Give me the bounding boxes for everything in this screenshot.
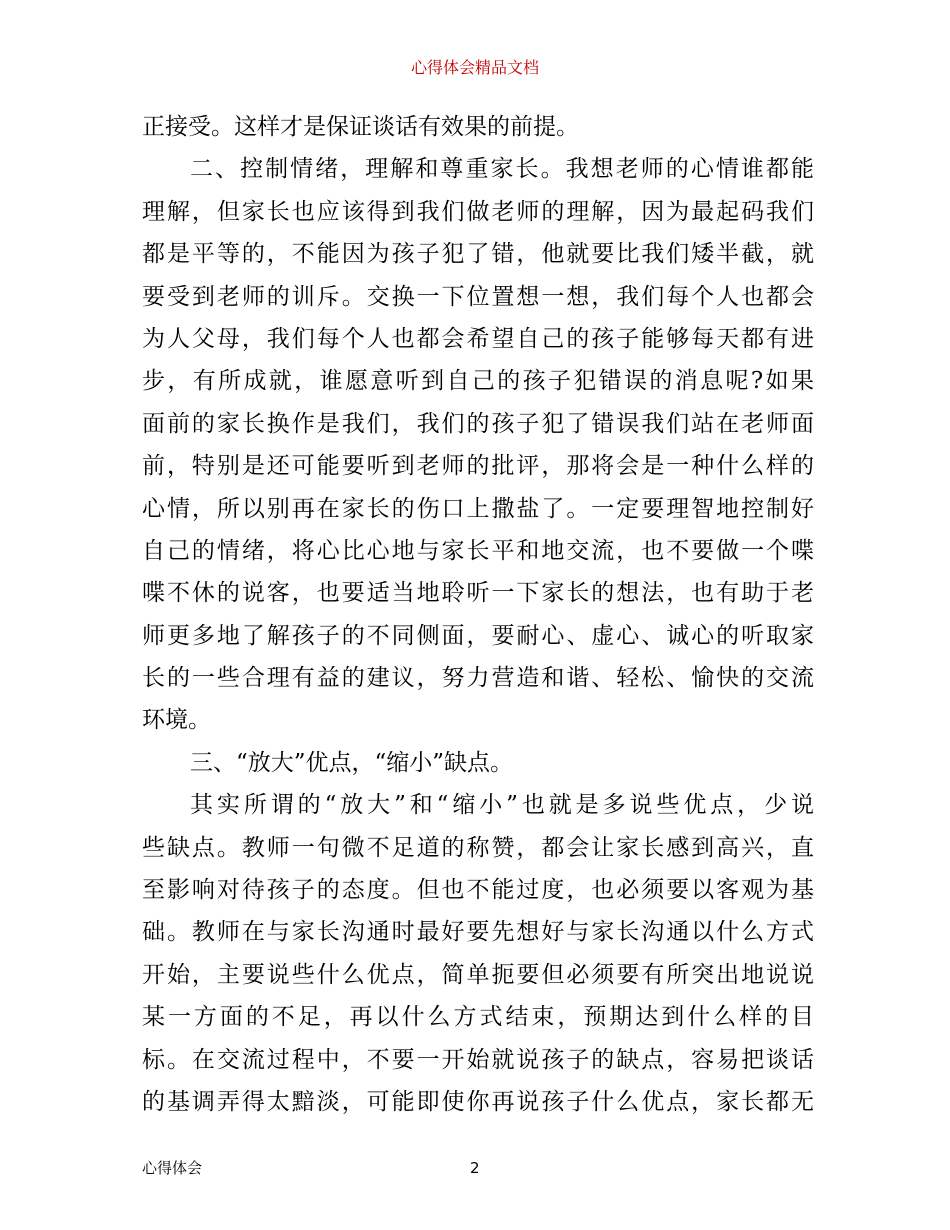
body-line: 前，特别是还可能要听到老师的批评，那将会是一种什么样的 bbox=[142, 453, 814, 480]
body-line: 环境。 bbox=[142, 707, 211, 734]
document-body bbox=[142, 106, 814, 1123]
section-heading: 三、“放大”优点，“缩小”缺点。 bbox=[190, 749, 514, 776]
body-line: 其实所谓的“放大”和“缩小”也就是多说些优点，少说 bbox=[190, 792, 814, 819]
body-line: 师更多地了解孩子的不同侧面，要耐心、虚心、诚心的听取家 bbox=[142, 622, 814, 649]
body-line: 正接受。这样才是保证谈话有效果的前提。 bbox=[142, 114, 579, 140]
body-line: 础。教师在与家长沟通时最好要先想好与家长沟通以什么方式 bbox=[142, 919, 814, 946]
body-line: 步，有所成就，谁愿意听到自己的孩子犯错误的消息呢?如果 bbox=[142, 368, 814, 395]
body-line: 些缺点。教师一句微不足道的称赞，都会让家长感到高兴，直 bbox=[142, 834, 814, 861]
body-line: 的基调弄得太黯淡，可能即使你再说孩子什么优点，家长都无 bbox=[142, 1088, 814, 1115]
footer-label: 心得体会 bbox=[142, 1159, 203, 1177]
body-line: 面前的家长换作是我们，我们的孩子犯了错误我们站在老师面 bbox=[142, 410, 814, 437]
page-header-title: 心得体会精品文档 bbox=[410, 58, 539, 77]
body-line: 标。在交流过程中，不要一开始就说孩子的缺点，容易把谈话 bbox=[142, 1046, 814, 1073]
body-line: 理解，但家长也应该得到我们做老师的理解，因为最起码我们 bbox=[142, 198, 814, 225]
body-line: 都是平等的，不能因为孩子犯了错，他就要比我们矮半截，就 bbox=[142, 241, 814, 268]
body-line: 二、控制情绪，理解和尊重家长。我想老师的心情谁都能 bbox=[190, 156, 814, 183]
body-line: 为人父母，我们每个人也都会希望自己的孩子能够每天都有进 bbox=[142, 325, 814, 352]
body-line: 自己的情绪，将心比心地与家长平和地交流，也不要做一个喋 bbox=[142, 537, 814, 564]
body-line: 要受到老师的训斥。交换一下位置想一想，我们每个人也都会 bbox=[142, 283, 814, 310]
body-line: 开始，主要说些什么优点，简单扼要但必须要有所突出地说说 bbox=[142, 961, 814, 988]
body-line: 某一方面的不足，再以什么方式结束，预期达到什么样的目 bbox=[142, 1004, 814, 1031]
body-line: 至影响对待孩子的态度。但也不能过度，也必须要以客观为基 bbox=[142, 877, 814, 904]
body-line: 喋不休的说客，也要适当地聆听一下家长的想法，也有助于老 bbox=[142, 580, 814, 607]
page-number: 2 bbox=[470, 1159, 480, 1177]
page-footer bbox=[142, 1158, 814, 1178]
body-line: 心情，所以别再在家长的伤口上撒盐了。一定要理智地控制好 bbox=[142, 495, 814, 522]
body-line: 长的一些合理有益的建议，努力营造和谐、轻松、愉快的交流 bbox=[142, 665, 814, 692]
